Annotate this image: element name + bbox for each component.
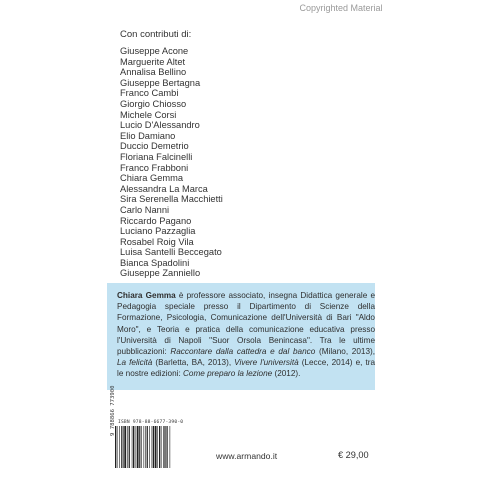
contributor-name: Annalisa Bellino [120, 67, 187, 78]
isbn-label: ISBN 978-88-6677-390-0 [118, 420, 184, 425]
bio-text-4: (Lecce, 2014) e, tra le nostre edizioni: [117, 358, 375, 379]
bio-text-1: è professore associato, insegna Didattica generale e Pedagogia speciale presso il Dipartimento di Scienze della Formazione, Psicologia, Comunicazione dell'Università di Bari "Aldo Moro", e Teoria e pratica della comunicazione educativa presso l'Università di Napoli "Suor Orsola Benincasa". Tra le ultime pubblicazioni: [117, 291, 375, 357]
contributor-name: Chiara Gemma [120, 173, 184, 184]
contributors-heading: Con contributi di: [120, 29, 192, 40]
contributor-name: Giuseppe Acone [120, 46, 189, 56]
contributor-name: Franco Frabboni [120, 162, 189, 173]
contributor-name: Duccio Demetrio [120, 141, 189, 152]
contributor-name: Michele Corsi [120, 109, 177, 120]
publisher-website: www.armando.it [216, 451, 278, 461]
bio-text-3: (Barletta, BA, 2013), [152, 358, 235, 368]
contributors-list [120, 46, 223, 279]
contributor-name: Giuseppe Zanniello [120, 268, 201, 279]
contributor-name: Floriana Falcinelli [120, 151, 193, 162]
contributor-name: Rosabel Roig Vila [120, 236, 194, 247]
author-name: Chiara Gemma [117, 291, 176, 300]
contributor-name: Alessandra La Marca [120, 183, 208, 194]
contributor-name: Sira Serenella Macchietti [120, 194, 223, 205]
bio-text-5: (2012). [272, 369, 301, 379]
publication-title-1: Raccontare dalla cattedra e dal banco [170, 347, 316, 357]
contributor-name: Luisa Santelli Beccegato [120, 247, 222, 258]
contributor-name: Marguerite Altet [120, 56, 186, 67]
barcode-digits: 9 788866 773900 [110, 385, 116, 436]
price-label: € 29,00 [338, 450, 369, 460]
contributor-name: Franco Cambi [120, 88, 179, 99]
publication-title-2: La felicità [117, 358, 153, 368]
contributor-name: Elio Damiano [120, 130, 176, 141]
contributor-name: Luciano Pazzaglia [120, 226, 196, 237]
contributor-name: Carlo Nanni [120, 204, 170, 215]
barcode-graphic [115, 426, 189, 468]
publication-title-3: Vivere l'università [234, 358, 299, 368]
contributor-name: Giuseppe Bertagna [120, 77, 201, 88]
contributor-name: Giorgio Chiosso [120, 98, 187, 109]
contributor-name: Lucio D'Alessandro [120, 120, 200, 131]
bio-text-2: (Milano, 2013), [315, 347, 376, 357]
author-bio [117, 290, 375, 380]
contributor-name: Bianca Spadolini [120, 257, 190, 268]
publication-title-4: Come preparo la lezione [183, 369, 273, 379]
contributor-name: Riccardo Pagano [120, 215, 192, 226]
copyright-watermark: Copyrighted Material [299, 3, 383, 13]
